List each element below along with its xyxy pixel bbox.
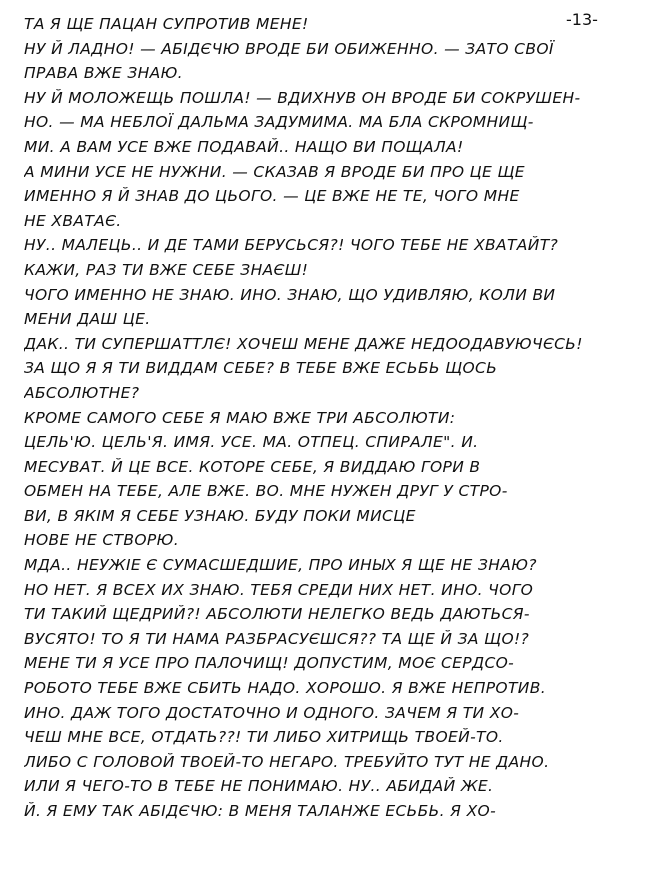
text-line: ОБМЕН НА ТЕБЕ, АЛЕ ВЖЕ. ВО. МНЕ НУЖЕН ДРУГ У СТРО- bbox=[24, 482, 508, 501]
text-line: ДАК.. ТИ СУПЕРШАТТЛЄ! ХОЧЕШ МЕНЕ ДАЖЕ НЕДООДАВУЮЧЄСЬ! bbox=[24, 334, 583, 353]
text-line: Й. Я ЕМУ ТАК АБІДЄЧЮ: В МЕНЯ ТАЛАНЖЕ ЕСЬБЬ. Я ХО- bbox=[24, 802, 497, 820]
text-line: НОВЕ НЕ СТВОРЮ. bbox=[24, 531, 179, 550]
text-line: ТА Я ЩЕ ПАЦАН СУПРОТИВ МЕНЕ! bbox=[24, 15, 309, 33]
text-line: ИНО. ДАЖ ТОГО ДОСТАТОЧНО И ОДНОГО. ЗАЧЕМ Я ТИ ХО- bbox=[24, 703, 520, 722]
text-line: ВУСЯТО! ТО Я ТИ НАМА РАЗБРАСУЄШСЯ?? ТА ЩЕ Й ЗА ЩО!? bbox=[24, 629, 530, 648]
text-line: НУ.. МАЛЕЦЬ.. И ДЕ ТАМИ БЕРУСЬСЯ?! ЧОГО ТЕБЕ НЕ ХВАТАЙТ? bbox=[24, 236, 559, 255]
text-line: КРОМЕ САМОГО СЕБЕ Я МАЮ ВЖЕ ТРИ АБСОЛЮТИ: bbox=[24, 408, 456, 427]
text-line: ЗА ЩО Я Я ТИ ВИДДАМ СЕБЕ? В ТЕБЕ ВЖЕ ЕСЬБЬ ЩОСЬ bbox=[24, 359, 498, 378]
text-line: МЕНИ ДАШ ЦЕ. bbox=[24, 310, 151, 329]
text-line: НУ Й ЛАДНО! — АБІДЄЧЮ ВРОДЕ БИ ОБИЖЕННО. — ЗАТО СВОЇ bbox=[24, 39, 554, 58]
text-line: ЦЕЛЬ'Ю. ЦЕЛЬ'Я. ИМЯ. УСЕ. МА. ОТПЕЦ. СПИРАЛЕ". И. bbox=[24, 433, 479, 452]
text-line: ПРАВА ВЖЕ ЗНАЮ. bbox=[24, 64, 183, 83]
text-line: ТИ ТАКИЙ ЩЕДРИЙ?! АБСОЛЮТИ НЕЛЕГКО ВЕДЬ ДАЮТЬСЯ- bbox=[24, 605, 530, 624]
page-number: -13- bbox=[566, 10, 598, 29]
handwritten-text-body bbox=[24, 12, 626, 824]
text-line: НО. — МА НЕБЛОЇ ДАЛЬМА ЗАДУМИМА. МА БЛА СКРОМНИЩ- bbox=[24, 113, 534, 132]
text-line: МЕНЕ ТИ Я УСЕ ПРО ПАЛОЧИЩ! ДОПУСТИМ, МОЄ СЕРДСО- bbox=[24, 654, 515, 673]
text-line: МЕСУВАТ. Й ЦЕ ВСЕ. КОТОРЕ СЕБЕ, Я ВИДДАЮ ГОРИ В bbox=[24, 457, 481, 476]
text-line: ВИ, В ЯКІМ Я СЕБЕ УЗНАЮ. БУДУ ПОКИ МИСЦЕ bbox=[24, 506, 416, 525]
text-line: НУ Й МОЛОЖЕЩЬ ПОШЛА! — ВДИХНУВ ОН ВРОДЕ БИ СОКРУШЕН- bbox=[24, 88, 581, 107]
text-line: ИМЕННО Я Й ЗНАВ ДО ЦЬОГО. — ЦЕ ВЖЕ НЕ ТЕ, ЧОГО МНЕ bbox=[24, 187, 520, 206]
text-line: НЕ ХВАТАЄ. bbox=[24, 211, 122, 230]
text-line: НО НЕТ. Я ВСЕХ ИХ ЗНАЮ. ТЕБЯ СРЕДИ НИХ НЕТ. ИНО. ЧОГО bbox=[24, 580, 534, 599]
text-line: РОБОТО ТЕБЕ ВЖЕ СБИТЬ НАДО. ХОРОШО. Я ВЖЕ НЕПРОТИВ. bbox=[24, 679, 547, 698]
text-line: МИ. А ВАМ УСЕ ВЖЕ ПОДАВАЙ.. НАЩО ВИ ПОЩАЛА! bbox=[24, 137, 464, 156]
text-line: МДА.. НЕУЖІЕ Є СУМАСШЕДШИЕ, ПРО ИНЫХ Я ЩЕ НЕ ЗНАЮ? bbox=[24, 556, 537, 575]
text-line: А МИНИ УСЕ НЕ НУЖНИ. — СКАЗАВ Я ВРОДЕ БИ ПРО ЦЕ ЩЕ bbox=[24, 162, 525, 181]
text-line: ИЛИ Я ЧЕГО-ТО В ТЕБЕ НЕ ПОНИМАЮ. НУ.. АБИДАЙ ЖЕ. bbox=[24, 777, 494, 796]
text-line: ЛИБО С ГОЛОВОЙ ТВОЕЙ-ТО НЕГАРО. ТРЕБУЙТО ТУТ НЕ ДАНО. bbox=[24, 752, 550, 771]
text-line: ЧОГО ИМЕННО НЕ ЗНАЮ. ИНО. ЗНАЮ, ЩО УДИВЛЯЮ, КОЛИ ВИ bbox=[24, 285, 556, 304]
text-line: АБСОЛЮТНЕ? bbox=[24, 383, 140, 402]
text-line: КАЖИ, РАЗ ТИ ВЖЕ СЕБЕ ЗНАЄШ! bbox=[24, 260, 309, 279]
text-line: ЧЕШ МНЕ ВСЕ, ОТДАТЬ??! ТИ ЛИБО ХИТРИЩЬ ТВОЕЙ-ТО. bbox=[24, 728, 504, 747]
